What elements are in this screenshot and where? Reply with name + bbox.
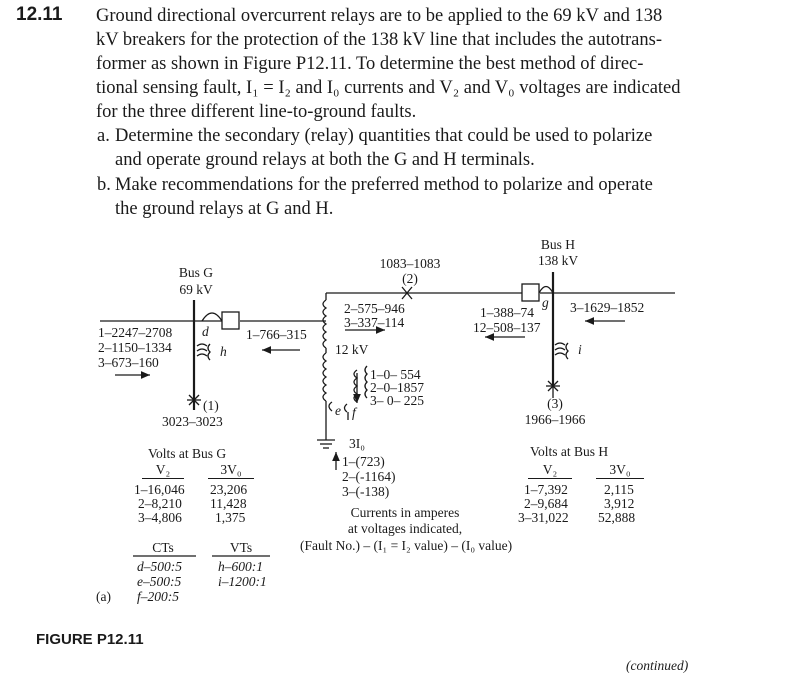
part-a-text: and operate ground relays at both the G and H terminals. <box>115 150 535 170</box>
sub-figure-label: (a) <box>96 589 111 604</box>
part-a-label: a. <box>97 126 110 146</box>
tertiary-voltage: 12 kV <box>335 342 369 357</box>
part-b-text: the ground relays at G and H. <box>115 199 334 219</box>
fault-3-value: 1966–1966 <box>524 412 586 427</box>
ct-ratio-d: d–500:5 <box>137 559 182 574</box>
h-right-current: 3–1629–1852 <box>570 300 645 315</box>
problem-text-line: for the three different line-to-ground faults. <box>96 102 417 122</box>
ct-ratio-e: e–500:5 <box>137 574 182 589</box>
ct-e-label: e <box>335 403 341 418</box>
volts-g-v2-1: 1–16,046 <box>134 482 185 497</box>
h-left-current-1: 1–388–74 <box>480 305 534 320</box>
volts-g-col2: 3V₀ <box>208 462 254 479</box>
volts-h-title: Volts at Bus H <box>530 444 609 459</box>
volts-h-v0-3: 52,888 <box>598 510 636 525</box>
vts-title: VTs <box>229 540 253 555</box>
bus-h-name: Bus H <box>540 237 576 252</box>
g-current-2: 2–1150–1334 <box>98 340 172 355</box>
part-b-label: b. <box>97 175 111 195</box>
fault-1-value: 3023–3023 <box>162 414 223 429</box>
auto-low-current: 1–766–315 <box>246 327 307 342</box>
problem-text-line: former as shown in Figure P12.11. To determine the best method of direc- <box>96 54 644 74</box>
figure-caption: FIGURE P12.11 <box>36 631 144 648</box>
problem-number: 12.11 <box>16 4 63 25</box>
ct-g-label: g <box>542 295 549 310</box>
note-line-2: at voltages indicated, <box>347 521 463 536</box>
volts-h-v0-1: 2,115 <box>604 482 634 497</box>
volts-g-v0-2: 11,428 <box>210 496 247 511</box>
problem-text-line: Ground directional overcurrent relays are to be applied to the 69 kV and 138 <box>96 6 663 26</box>
vt-ratio-i: i–1200:1 <box>218 574 267 589</box>
volts-g-v0-3: 1,375 <box>215 510 246 525</box>
vt-i <box>555 343 565 355</box>
g-current-3: 3–673–160 <box>98 355 159 370</box>
auto-high-current-2: 2–575–946 <box>344 301 405 316</box>
vt-h <box>197 344 207 356</box>
volts-g-col1: V₂ <box>142 462 184 479</box>
volts-h-col1: V₂ <box>528 462 572 479</box>
auto-high-current-3: 3–337–114 <box>344 315 405 330</box>
vt-h-label: h <box>220 344 227 359</box>
ct-e <box>329 402 332 411</box>
tertiary-current-3: 3– 0– 225 <box>370 393 424 408</box>
part-a-text: Determine the secondary (relay) quantities that could be used to polarize <box>115 126 653 146</box>
cts-title: CTs <box>152 540 174 555</box>
tertiary-coupling <box>365 366 367 398</box>
autotransformer-common <box>323 353 326 401</box>
vt-h-secondary <box>208 344 210 360</box>
autotransformer-series <box>323 300 326 348</box>
bus-h-voltage: 138 kV <box>537 253 579 268</box>
note-line-3: (Fault No.) – (I₁ = I₂ value) – (I₀ value) <box>300 538 513 553</box>
volts-h-v2-1: 1–7,392 <box>524 482 568 497</box>
ct-g <box>539 287 553 294</box>
fault-1-label: (1) <box>203 398 219 413</box>
tertiary-current-1: 1–0– 554 <box>370 367 421 382</box>
continued-note: (continued) <box>626 658 689 673</box>
note-line-1: Currents in amperes <box>350 505 460 520</box>
breaker-h <box>522 284 539 301</box>
bus-g-name: Bus G <box>178 265 214 280</box>
ct-d-label: d <box>202 324 209 339</box>
h-left-current-2: 12–508–137 <box>473 320 541 335</box>
ct-d <box>202 313 222 321</box>
mid-line-current: 1083–1083 <box>379 256 441 271</box>
ct-f <box>345 404 349 420</box>
neutral-header: 3I₀ <box>349 436 365 451</box>
g-current-1: 1–2247–2708 <box>98 325 173 340</box>
problem-text-line: tional sensing fault, I₁ = I₂ and I₀ currents and V₂ and V₀ voltages are indicated <box>96 78 681 98</box>
ct-ratio-f: f–200:5 <box>137 589 179 604</box>
fault-3-label: (3) <box>547 396 563 411</box>
volts-g-v0-1: 23,206 <box>210 482 248 497</box>
breaker-g <box>222 312 239 329</box>
tertiary-current-2: 2–0–1857 <box>370 380 424 395</box>
fault-2-label: (2) <box>402 271 418 286</box>
vt-i-label: i <box>578 342 582 357</box>
ct-f-label: f <box>352 405 356 420</box>
vt-i-secondary <box>566 343 568 359</box>
volts-g-v2-3: 3–4,806 <box>138 510 182 525</box>
problem-text-line: kV breakers for the protection of the 138 kV line that includes the autotrans- <box>96 30 662 50</box>
neutral-value-2: 2–(-1164) <box>342 469 396 484</box>
vt-ratio-h: h–600:1 <box>218 559 263 574</box>
bus-g-voltage: 69 kV <box>179 282 213 297</box>
neutral-value-1: 1–(723) <box>342 454 385 469</box>
volts-h-v2-2: 2–9,684 <box>524 496 568 511</box>
volts-h-col2: 3V₀ <box>596 462 644 479</box>
neutral-value-3: 3–(-138) <box>342 484 390 499</box>
part-b-text: Make recommendations for the preferred method to polarize and operate <box>115 175 653 195</box>
volts-g-title: Volts at Bus G <box>148 446 227 461</box>
volts-h-v2-3: 3–31,022 <box>518 510 569 525</box>
volts-h-v0-2: 3,912 <box>604 496 635 511</box>
volts-g-v2-2: 2–8,210 <box>138 496 182 511</box>
